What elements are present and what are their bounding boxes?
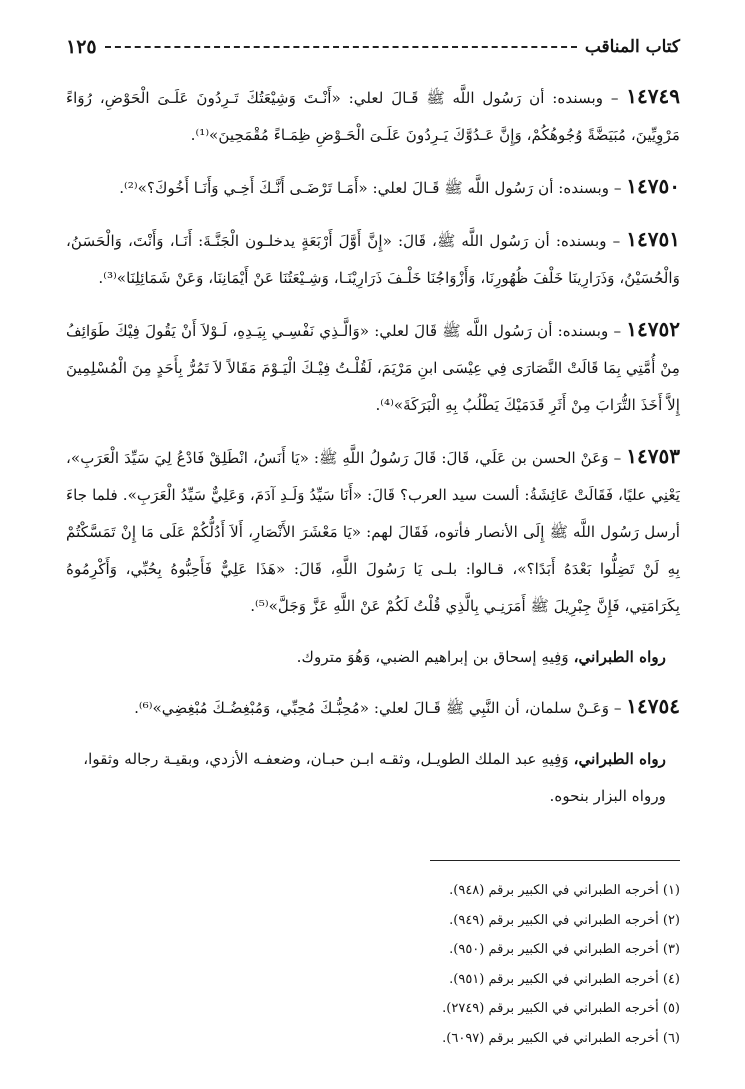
hadith-14751 bbox=[66, 221, 680, 297]
hadith-number: ١٤٧٥٠ bbox=[626, 174, 680, 198]
source-note bbox=[66, 639, 680, 676]
chapter-title: كتاب المناقب bbox=[584, 37, 680, 57]
footnote-1: (١) أخرجه الطبراني في الكبير برقم (٩٤٨). bbox=[449, 883, 680, 898]
hadith-number: ١٤٧٤٩ bbox=[626, 84, 681, 108]
hadith-text: – وبسنده: أن رَسُول اللَّه ﷺ قَـالَ لعلي: «أَمَـا تَرْضَـى أَنَّـكَ أَخِـي وَأَنَـا أَخُوكَ؟»⁽²⁾. bbox=[119, 179, 622, 197]
hadith-number: ١٤٧٥٤ bbox=[626, 694, 680, 718]
hadith-14753 bbox=[66, 438, 680, 625]
hadith-number: ١٤٧٥٣ bbox=[626, 444, 681, 468]
page-body bbox=[66, 78, 680, 827]
footnote-4: (٤) أخرجه الطبراني في الكبير برقم (٩٥١). bbox=[449, 971, 680, 987]
page-number: ١٢٥ bbox=[66, 36, 97, 58]
footnote-5: (٥) أخرجه الطبراني في الكبير برقم (٢٧٤٩). bbox=[442, 1001, 680, 1017]
hadith-text: – وبسنده: أن رَسُول اللَّه ﷺ، قَالَ: «إِنَّ أَوَّلَ أَرْبَعَةٍ يدخلـون الْجَنَّـةَ: أَنَـا، وَأَنْتَ، وَالْحَسَنُ، وَالْحُسَيْنُ، وَذَرَارِينَا خَلْفَ ظُهُورِنَا، وَأَزْوَاجُنَا خَلْـفَ ذَرَارِيْنَـا، وَشِـيْعَتُنَا عَنْ أَيْمَانِنَا، وَعَنْ شَمَائِلِنَا»⁽³⁾. bbox=[66, 232, 680, 287]
hadith-text: – وَعَنْ الحسن بن عَلَي، قَالَ: قَالَ رَسُولُ اللَّهِ ﷺ: «يَا أَنَسُ، انْطَلِقْ فَادْعُ لِيَ سَيِّدَ الْعَرَبِ»، يَعْنِي عليًا، فَقَالَتْ عَائِشَةُ: ألست سيد العرب؟ قَالَ: «أَنَا سَيِّدُ وَلَـدِ آدَمَ، وَعَلِيٌّ سَيِّدُ الْعَرَبِ». فلما جاءَ أرسل رَسُول اللَّه ﷺ إِلَى الأنصار فأتوه، فَقَالَ لهم: «يَا مَعْشَرَ الأَنْصَارِ، أَلاَ أَدُلُّكُمْ عَلَى مَا إِنْ تَمَسَّكْتُمْ بِهِ لَنْ تَضِلُّوا بَعْدَهُ أَبَدًا؟»، قـالوا: بلـى يَا رَسُولَ اللَّهِ، قَالَ: «هَذَا عَلِيٌّ فَأَحِبُّوهُ بِحُبِّي، وَأَكْرِمُوهُ بِكَرَامَتِي، فَإِنَّ جِبْرِيلَ ﷺ أَمَرَنِـي بِالَّذِي قُلْتُ لَكُمْ عَنْ اللَّهِ عَزَّ وَجَلَّ»⁽⁵⁾. bbox=[66, 449, 680, 615]
footnotes bbox=[66, 876, 680, 1054]
hadith-14752 bbox=[66, 311, 680, 424]
footnote-6: (٦) أخرجه الطبراني في الكبير برقم (٦٠٩٧). bbox=[442, 1030, 680, 1046]
hadith-text: – وبسنده: أن رَسُول اللَّه ﷺ قَالَ لعلي: «وَالَّـذِي نَفْسِـي بِيَـدِهِ، لَـوْلاَ أَنْ يَقُولَ فِيْكَ طَوَائِفُ مِنْ أُمَّتِي بِمَا قَالَتْ النَّصَارَى فِي عِيْسَى ابنِ مَرْيَمَ، لَقُلْـتُ فِيْـكَ الْيَـوْمَ مَقَالاً لاَ تَمُرُّ بِأَحَدٍ مِنَ الْمُسْلِمِينَ إِلاَّ أَخَذَ التُّرَابَ مِنْ أَثَرِ قَدَمَيْكَ يَطْلُبُ بِهِ الْبَرَكَةَ»⁽⁴⁾. bbox=[66, 322, 680, 414]
hadith-number: ١٤٧٥٢ bbox=[626, 317, 680, 341]
footnote-3: (٣) أخرجه الطبراني في الكبير برقم (٩٥٠). bbox=[449, 942, 680, 958]
source-note-text: وَفِيهِ عبد الملك الطويـل، وثقـه ابـن حبـان، وضعفـه الأزدي، وبقيـة رجاله وثقوا، ورواه البزار بنحوه. bbox=[83, 750, 666, 805]
footnote-rule bbox=[430, 860, 680, 861]
hadith-14754 bbox=[66, 688, 680, 727]
source-note-bold: رواه الطبراني، bbox=[573, 750, 666, 768]
hadith-14750 bbox=[66, 168, 680, 207]
hadith-text: – وبسنده: أن رَسُول اللَّه ﷺ قَـالَ لعلي: «أَنْـتَ وَشِيْعَتُكَ تَـرِدُونَ عَلَـىَ الْحَوْضِ، رُوَاءً مَرْوِيِّينَ، مُبَيَضَّةً وُجُوهُكُمْ، وَإِنَّ عَـدُوَّكَ يَـرِدُونَ عَلَـىَ الْحَـوْضِ ظِمَـاءً مُقْمَحِينَ»⁽¹⁾. bbox=[66, 89, 680, 144]
source-note bbox=[66, 741, 680, 815]
source-note-text: وَفِيهِ إسحاق بن إبراهيم الضبي، وَهُوَ متروك. bbox=[296, 648, 574, 666]
hadith-14749 bbox=[66, 78, 680, 154]
hadith-text: – وَعَـنْ سلمان، أن النَّبِي ﷺ قَـالَ لعلي: «مُحِبُّـكَ مُحِبِّي، وَمُبْغِضُـكَ مُبْغِضِي»⁽⁶⁾. bbox=[134, 699, 622, 717]
page-header bbox=[66, 34, 680, 60]
book-page bbox=[66, 34, 680, 1074]
hadith-number: ١٤٧٥١ bbox=[626, 227, 680, 251]
source-note-bold: رواه الطبراني، bbox=[573, 648, 666, 666]
footnote-2: (٢) أخرجه الطبراني في الكبير برقم (٩٤٩). bbox=[449, 912, 680, 928]
header-rule bbox=[105, 46, 577, 48]
